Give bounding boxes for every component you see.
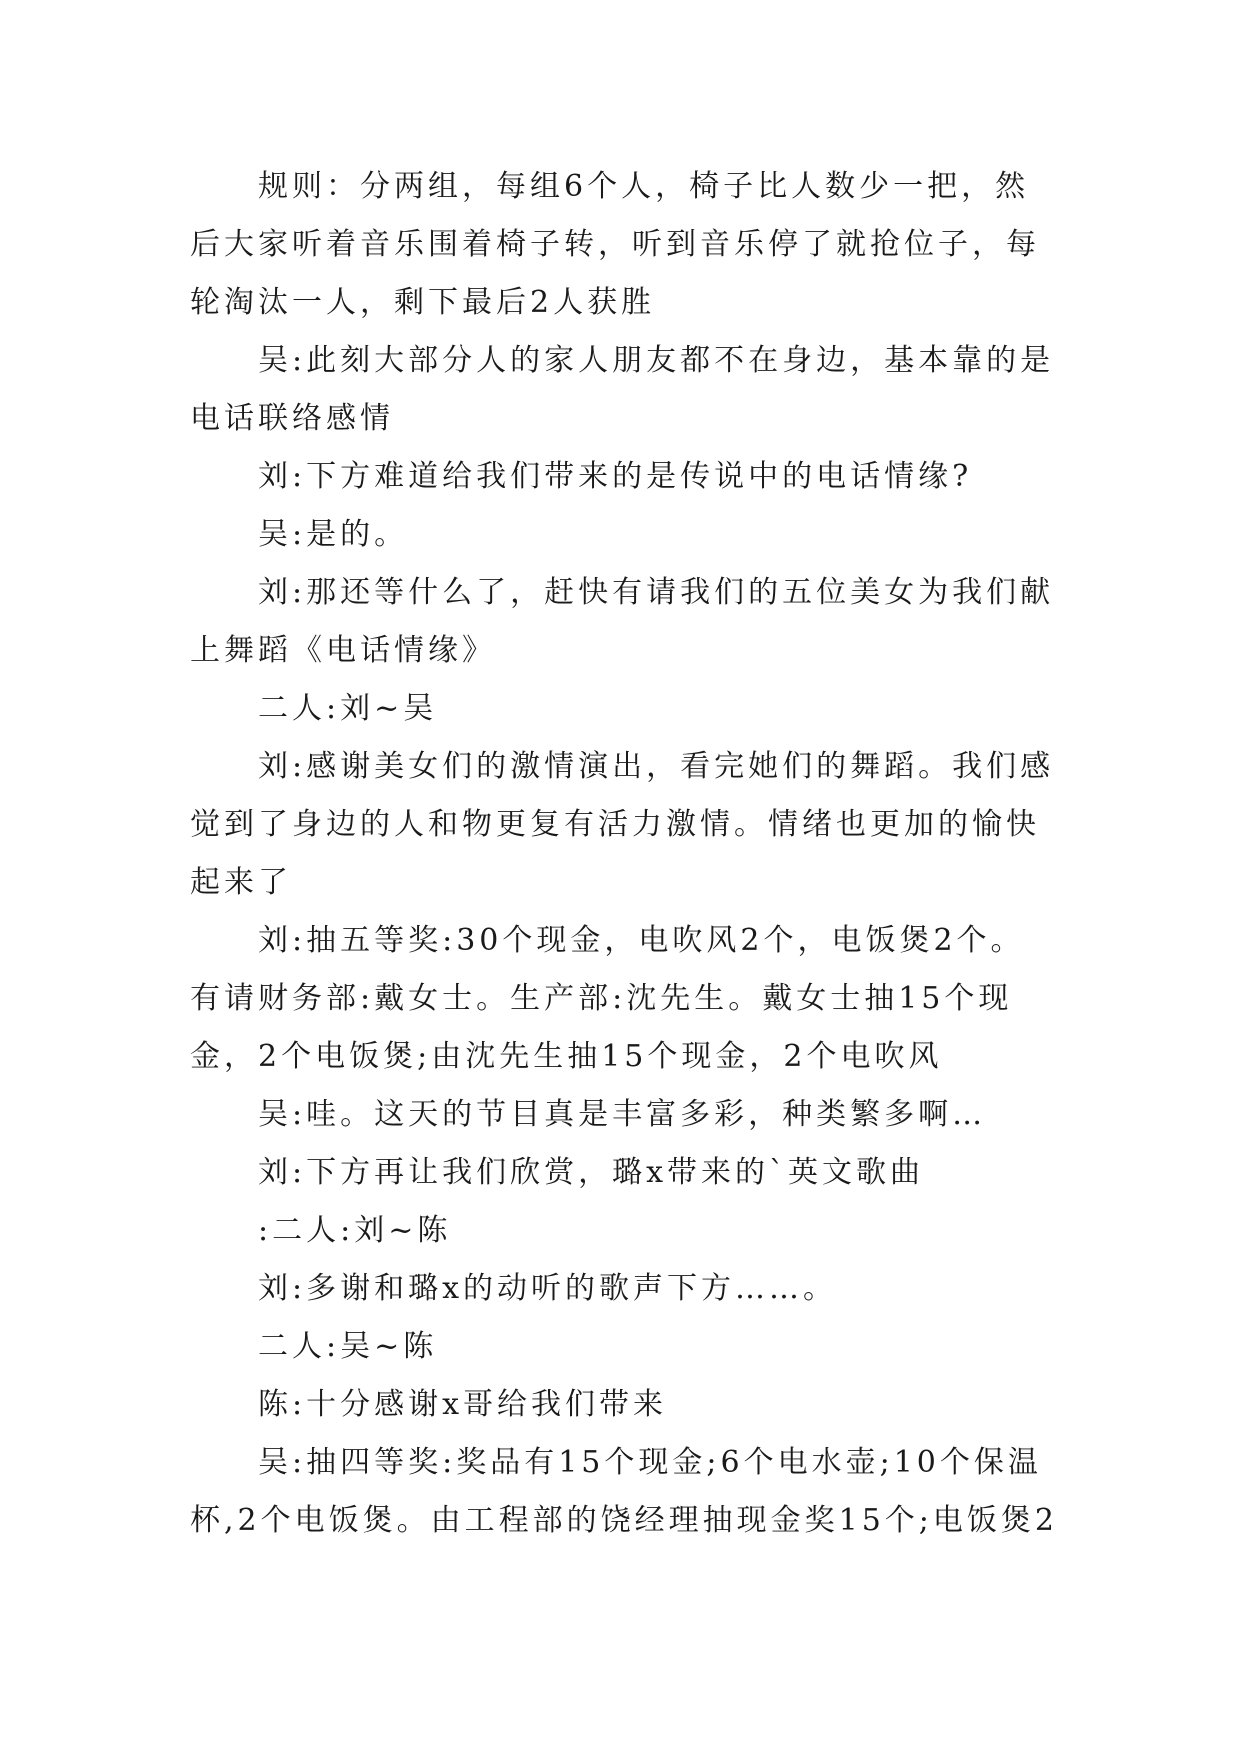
paragraph-dialogue: 吴:是的。 <box>258 517 409 552</box>
paragraph-dialogue: 刘:下方再让我们欣赏，璐x带来的`英文歌曲 <box>258 1155 925 1190</box>
paragraph-dialogue: :二人:刘~陈 <box>258 1213 452 1248</box>
paragraph-dialogue: 刘:抽五等奖:30个现金，电吹风2个，电饭煲2个。有请财务部:戴女士。生产部:沈先生。戴女士抽15个现金，2个电饭煲;由沈先生抽15个现金，2个电吹风 <box>190 923 1025 1074</box>
paragraph-dialogue: 吴:此刻大部分人的家人朋友都不在身边，基本靠的是电话联络感情 <box>190 343 1055 436</box>
paragraph-dialogue: 陈:十分感谢x哥给我们带来 <box>258 1387 668 1422</box>
paragraph-dialogue: 吴:抽四等奖:奖品有15个现金;6个电水壶;10个保温杯,2个电饭煲。由工程部的饶经理抽现金奖15个;电饭煲2 <box>190 1445 1058 1538</box>
paragraph-dialogue: 刘:下方难道给我们带来的是传说中的电话情缘? <box>258 459 973 494</box>
paragraph-dialogue: 二人:刘~吴 <box>258 691 438 726</box>
paragraph-dialogue: 刘:感谢美女们的激情演出，看完她们的舞蹈。我们感觉到了身边的人和物更复有活力激情。情绪也更加的愉快起来了 <box>190 749 1055 900</box>
paragraph-dialogue: 二人:吴~陈 <box>258 1329 438 1364</box>
paragraph-dialogue: 刘:多谢和璐x的动听的歌声下方……。 <box>258 1271 838 1306</box>
paragraph-rules: 规则：分两组，每组6个人，椅子比人数少一把，然后大家听着音乐围着椅子转，听到音乐停了就抢位子，每轮淘汰一人，剩下最后2人获胜 <box>190 169 1040 320</box>
paragraph-dialogue: 刘:那还等什么了，赶快有请我们的五位美女为我们献上舞蹈《电话情缘》 <box>190 575 1055 668</box>
paragraph-dialogue: 吴:哇。这天的节目真是丰富多彩，种类繁多啊… <box>258 1097 987 1132</box>
body-text <box>190 158 1058 1550</box>
